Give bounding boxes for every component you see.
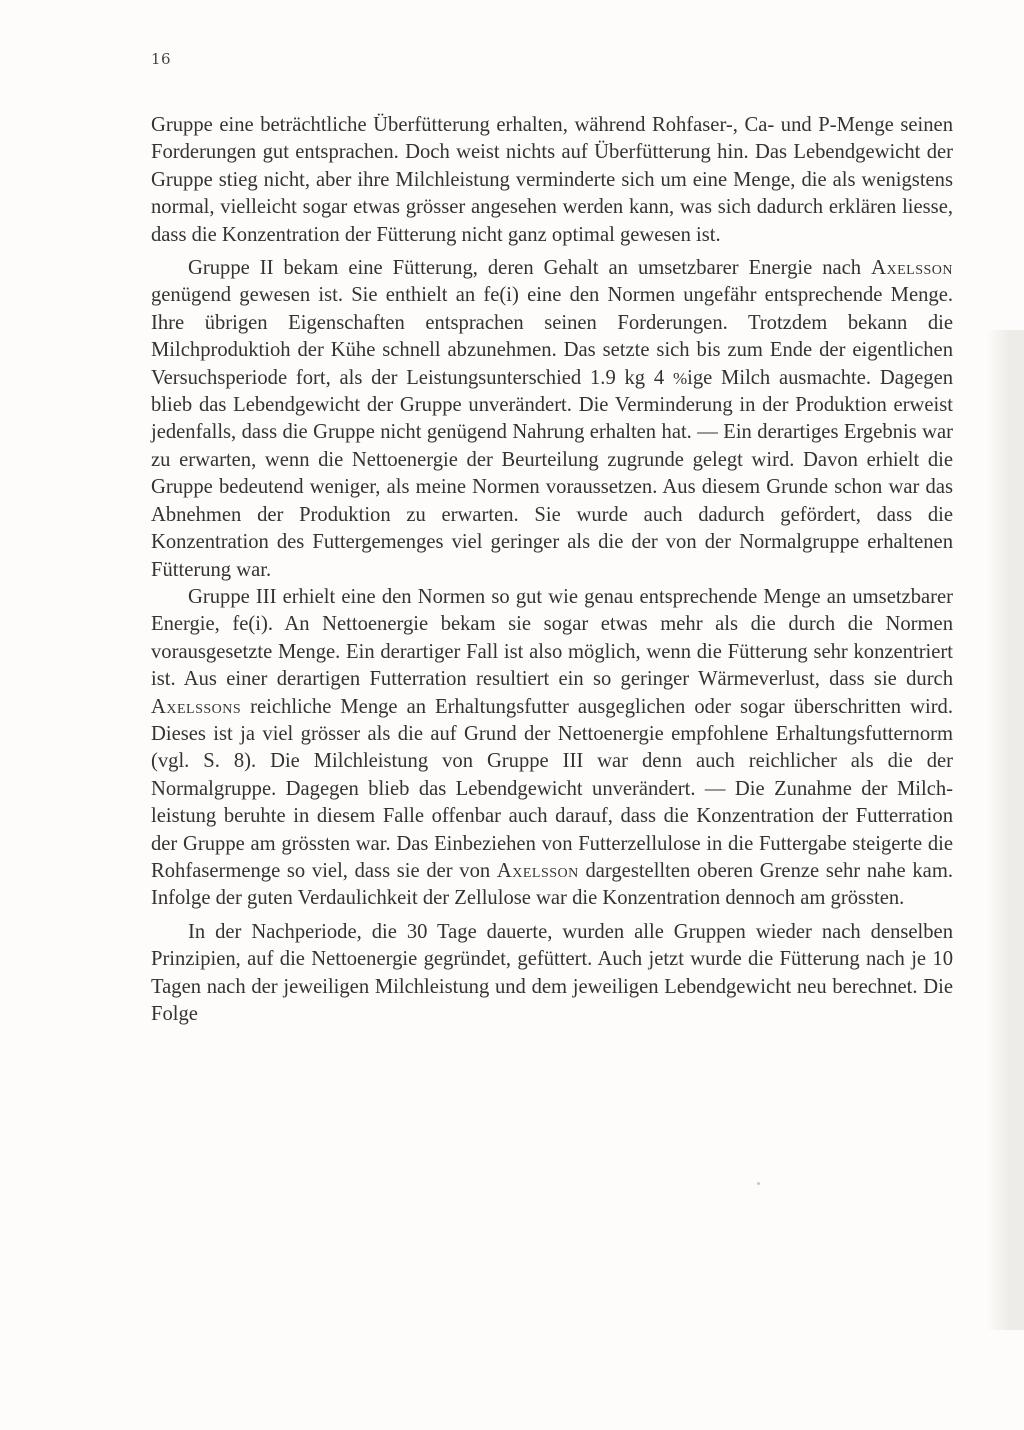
author-name: Axelsson	[871, 257, 953, 280]
page-number: 16	[151, 50, 172, 68]
text-run: ige Milch ausmachte. Dagegen blieb das Lebendgewicht der Gruppe unverändert. Die Verminderung in der Produktion erweist jedenfalls, dass die Gruppe nicht genügend Nahrung erhalten hat. — Ein derartiges Ergebnis war zu erwarten, wenn die Nettoenergie der Beurteilung zugrunde gelegt wird. Davon erhielt die Gruppe bedeutend weniger, als meine Normen voraussetzen. Aus diesem Grunde schon war das Abnehmen der Produktion zu erwarten. Sie wurde auch dadurch gefördert, dass die Konzentration des Futtergemenges viel geringer als die der von der Normalgruppe erhaltenen Fütterung war.	[151, 366, 954, 581]
percent-sign: %	[672, 368, 688, 388]
paragraph	[151, 919, 953, 1029]
text-run: dargestellten oberen Grenze sehr nahe kam. Infolge der guten Verdaulichkeit der Zellulose war die Konzentration dennoch am grössten.	[151, 859, 953, 910]
text-run: genügend gewesen ist. Sie enthielt an fe(i) eine den Normen ungefähr entsprechende Menge. Ihre übrigen Eigenschaften entsprachen seinen Forderungen. Trotzdem bekann die Milchproduktioh der Kühe schnell abzunehmen. Das setzte sich bis zum Ende der eigentlichen Versuchsperiode fort, als der Leistungsunterschied 1.9 kg 4	[151, 284, 953, 389]
scan-speck	[757, 1182, 760, 1185]
text-run: Gruppe II bekam eine Fütterung, deren Gehalt an umsetzbarer Energie nach	[188, 257, 872, 280]
page-edge-shadow	[986, 330, 1024, 1330]
text-run: In der Nachperiode, die 30 Tage dauerte, wurden alle Gruppen wieder nach denselben Prinzipien, auf die Nettoenergie gegründet, gefüttert. Auch jetzt wurde die Fütterung nach je 10 Tagen nach der jeweiligen Milchleistung und dem jeweiligen Lebendgewicht neu berechnet. Die Folge	[151, 920, 953, 1025]
text-run: reichliche Menge an Erhaltungsfutter ausgeglichen oder sogar überschritten wird. Dieses ist ja viel grösser als die auf Grund der Nettoenergie empfohlene Erhaltungsfutternorm (vgl. S. 8). Die Milchleistung von Gruppe III war denn auch reichlicher als die der Normalgruppe. Dagegen blieb das Lebendgewicht unverändert. — Die Zunahme der Milchleistung beruhte in diesem Falle offenbar auch darauf, dass die Konzentration der Futterration der Gruppe am grössten war. Das Einbeziehen von Futterzellulose in die Futtergabe steigerte die Rohfasermenge so viel, dass sie der von	[151, 695, 953, 882]
paragraph	[151, 255, 953, 584]
paragraph	[151, 112, 953, 249]
text-run: Gruppe III erhielt eine den Normen so gut wie genau entsprechende Menge an umsetzbarer Energie, fe(i). An Nettoenergie bekam sie sogar etwas mehr als die durch die Normen vorausgesetzte Menge. Ein derartiger Fall ist also möglich, wenn die Fütterung sehr konzentriert ist. Aus einer derartigen Futterration resultiert ein so geringer Wärmeverlust, dass sie durch	[151, 585, 953, 691]
body-text	[151, 112, 953, 1028]
author-name: Axelsson	[496, 859, 579, 882]
author-name: Axelssons	[151, 695, 242, 718]
text-run: Gruppe eine beträchtliche Überfütterung erhalten, während Rohfaser-, Ca- und P-Menge seinen Forderungen gut entsprachen. Doch weist nichts auf Überfütterung hin. Das Lebendgewicht der Gruppe stieg nicht, aber ihre Milchleistung verminderte sich um eine Menge, die als wenigstens normal, vielleicht sogar etwas grösser angesehen werden kann, was sich dadurch erklären liesse, dass die Konzentration der Fütterung nicht ganz optimal gewesen ist.	[151, 114, 953, 246]
paragraph	[151, 584, 953, 913]
